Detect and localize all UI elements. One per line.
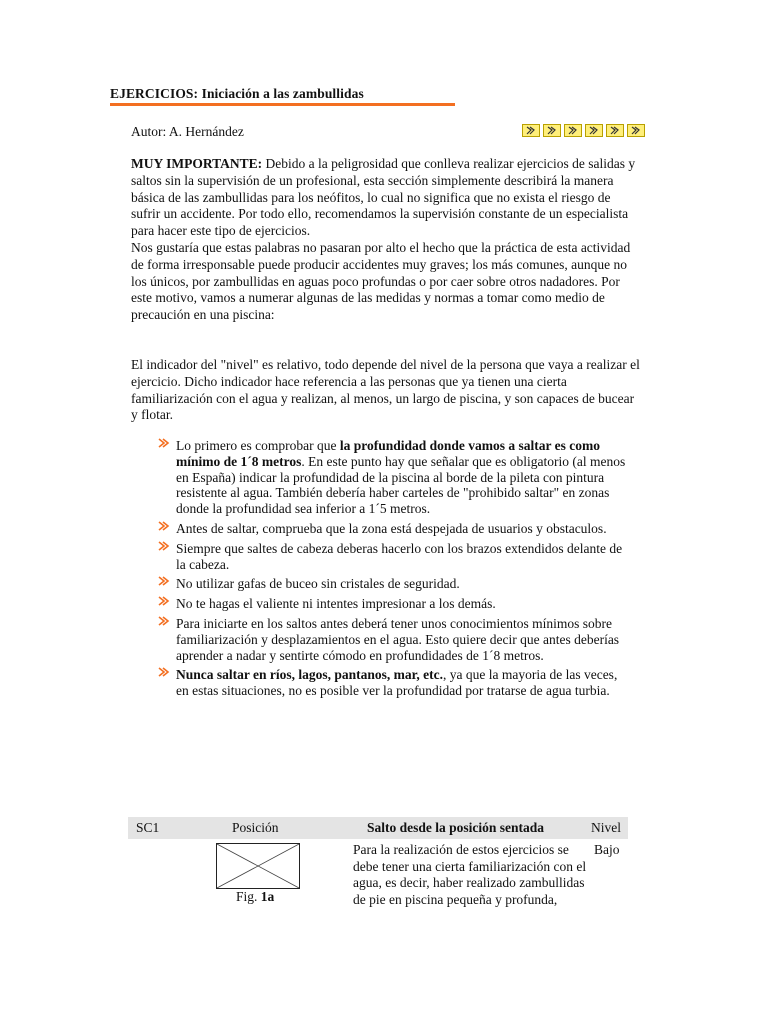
double-chevron-icon [157, 438, 171, 450]
list-item: No utilizar gafas de buceo sin cristales de seguridad. [156, 576, 626, 592]
exercise-code: SC1 [136, 820, 160, 835]
important-paragraph-2: Nos gustaría que estas palabras no pasaran por alto el hecho que la práctica de esta actividad de forma irresponsable puede producir accidentes muy graves; los más comunes, aunque no los únicos, por zambullidas en aguas poco profundas o por caer sobre otros nadadores. Por este motivo, vamos a numerar algunas de las medidas y normas a tomar como medio de precaución en una piscina: [131, 239, 631, 323]
list-item: Lo primero es comprobar que la profundidad donde vamos a saltar es como mínimo de 1´8 metros. En este punto hay que señalar que es obligatorio (al menos en España) indicar la profundidad de la piscina al borde de la pileta con pintura resistente al agua. También debería haber carteles de "prohibido saltar" en zonas donde la profundidad sea inferior a 1´5 metros. [156, 438, 626, 517]
position-column-header: Posición [232, 820, 279, 835]
page-title: EJERCICIOS: Iniciación a las zambullidas [110, 86, 364, 101]
important-notice [131, 156, 641, 324]
figure-placeholder-image [216, 843, 300, 889]
important-text: Debido a la peligrosidad que conlleva realizar ejercicios de salidas y saltos sin la supervisión de un profesional, esta sección simplemente describirá la manera básica de las zambullidas para los neófitos, lo cual no significa que no exista el riesgo de sufrir un accidente. Por todo ello, recomendamos la supervisión constante de un especialista para hacer este tipo de ejercicios. [131, 156, 636, 239]
exercise-title: Salto desde la posición sentada [367, 820, 545, 835]
exercise-description: Para la realización de estos ejercicios se debe tener una cierta familiarización con el agua, es decir, haber realizado zambullidas de pie en piscina pequeña y profunda, [353, 842, 587, 907]
double-chevron-icon [157, 616, 171, 628]
exercise-level: Bajo [594, 842, 620, 857]
double-chevron-icon [157, 521, 171, 533]
double-chevron-icon [157, 667, 171, 679]
level-icon [606, 124, 624, 137]
figure-caption: Fig. 1a [236, 889, 275, 904]
double-chevron-icon [157, 596, 171, 608]
level-icon [564, 124, 582, 137]
difficulty-level-icons [522, 124, 645, 137]
list-item: Antes de saltar, comprueba que la zona está despejada de usuarios y obstaculos. [156, 521, 626, 537]
double-chevron-icon [157, 576, 171, 588]
safety-rules-list [156, 438, 626, 703]
title-underline [110, 103, 455, 106]
level-column-header: Nivel [591, 820, 621, 835]
author-line: Autor: A. Hernández [131, 124, 244, 139]
level-icon [627, 124, 645, 137]
double-chevron-icon [157, 541, 171, 553]
list-item: Siempre que saltes de cabeza deberas hacerlo con los brazos extendidos delante de la cabeza. [156, 541, 626, 573]
level-icon [585, 124, 603, 137]
level-indicator-note: El indicador del "nivel" es relativo, todo depende del nivel de la persona que vaya a realizar el ejercicio. Dicho indicador hace referencia a las personas que ya tienen una cierta familiarización con el agua y realizan, al menos, un largo de piscina, y son capaces de bucear y flotar. [131, 357, 640, 423]
list-item: Nunca saltar en ríos, lagos, pantanos, mar, etc., ya que la mayoria de las veces, en estas situaciones, no es posible ver la profundidad por tratarse de agua turbia. [156, 667, 626, 699]
exercise-table-header [128, 817, 628, 839]
important-lead: MUY IMPORTANTE: [131, 156, 263, 171]
level-icon [522, 124, 540, 137]
list-item: No te hagas el valiente ni intentes impresionar a los demás. [156, 596, 626, 612]
level-icon [543, 124, 561, 137]
important-paragraph-1 [131, 156, 641, 240]
list-item: Para iniciarte en los saltos antes deberá tener unos conocimientos mínimos sobre familiarización y desplazamientos en el agua. Esto quiere decir que antes deberías aprender a nadar y sentirte cómodo en profundidades de 1´8 metros. [156, 616, 626, 663]
